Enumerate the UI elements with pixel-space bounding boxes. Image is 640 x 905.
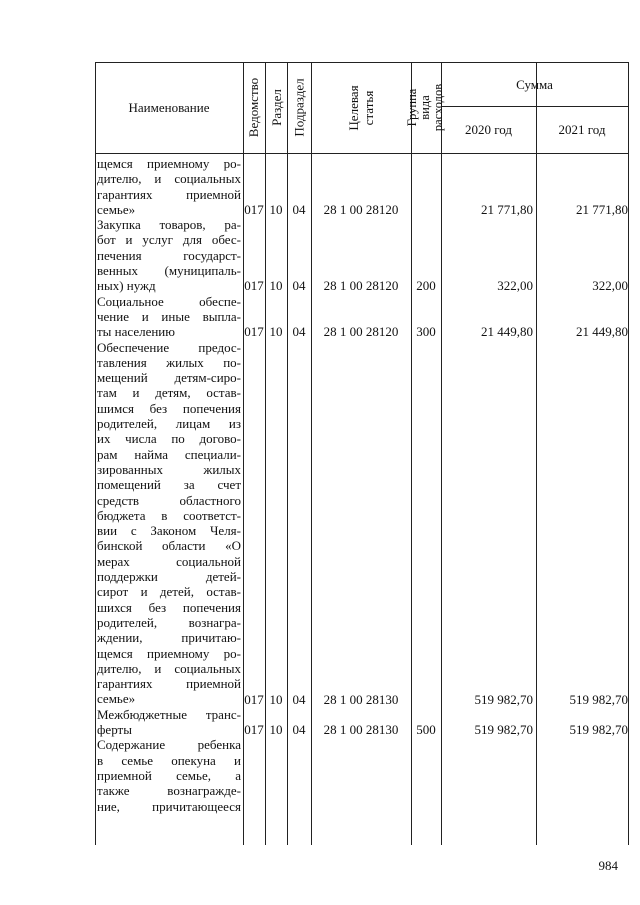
row-name-line: родителей, лицам из <box>97 416 241 432</box>
row-name-line: гарантиях приемной <box>97 676 241 692</box>
row-name-line: печения государст- <box>97 247 241 263</box>
row-name-line: бинской области «О <box>97 538 241 554</box>
grid-line <box>628 62 629 845</box>
row-name-line: тавления жилых по- <box>97 354 241 370</box>
row-name-line: вии с Законом Челя- <box>97 523 241 539</box>
row-name <box>97 340 241 707</box>
header-celevaya-statya <box>311 62 411 153</box>
row-name-line: семье» <box>97 691 136 707</box>
row-name-line: рам найма специали- <box>97 446 241 462</box>
header-year-2020 <box>441 106 536 153</box>
cell-sum-2021: 519 982,70 <box>569 722 628 738</box>
header-razdel <box>265 62 287 153</box>
header-name-label: Наименование <box>128 100 210 115</box>
header-summa <box>441 62 628 106</box>
cell-gruppa: 300 <box>416 324 436 340</box>
cell-vedomstvo: 017 <box>244 278 264 294</box>
row-name-line: дителю, и социальных <box>97 171 241 187</box>
header-year-2021 <box>536 106 628 153</box>
row-name-line: дителю, и социальных <box>97 660 241 676</box>
row-name-line: бот и услуг для обес- <box>97 232 241 248</box>
header-podrazdel-label: Подраздел <box>291 78 307 137</box>
cell-razdel: 10 <box>269 278 283 294</box>
cell-sum-2021: 21 449,80 <box>576 324 628 340</box>
row-name-line: средств областного <box>97 492 241 508</box>
row-name-line: поддержки детей- <box>97 569 241 585</box>
cell-sum-2020: 519 982,70 <box>474 691 533 707</box>
cell-celevaya-statya: 28 1 00 28120 <box>323 324 399 340</box>
row-name-line: бюджета в соответст- <box>97 507 241 523</box>
row-name-line: Обеспечение предос- <box>97 339 241 355</box>
row-name <box>97 156 241 217</box>
row-name <box>97 217 241 293</box>
header-year-2021-label: 2021 год <box>558 122 606 137</box>
row-name-line: также вознагражде- <box>97 783 241 799</box>
row-name <box>97 707 241 738</box>
cell-celevaya-statya: 28 1 00 28130 <box>323 722 399 738</box>
row-name-line: Межбюджетные транс- <box>97 706 241 722</box>
grid-line <box>95 62 96 845</box>
grid-line <box>95 153 628 154</box>
row-name-line: там и детям, остав- <box>97 385 241 401</box>
header-vedomstvo <box>243 62 265 153</box>
cell-podrazdel: 04 <box>292 722 306 738</box>
cell-podrazdel: 04 <box>292 278 306 294</box>
row-name-line: гарантиях приемной <box>97 186 241 202</box>
header-year-2020-label: 2020 год <box>465 122 512 137</box>
cell-celevaya-statya: 28 1 00 28120 <box>323 278 399 294</box>
cell-sum-2020: 21 771,80 <box>481 201 533 217</box>
header-summa-label: Сумма <box>516 76 553 92</box>
page-number: 984 <box>598 858 618 873</box>
row-name-line: сирот и детей, остав- <box>97 584 241 600</box>
row-name-line: ждении, причитаю- <box>97 630 241 646</box>
row-name-line: мерах социальной <box>97 553 241 569</box>
cell-sum-2020: 322,00 <box>497 278 533 294</box>
cell-sum-2020: 519 982,70 <box>474 722 533 738</box>
row-name-line: ных) нужд <box>97 278 156 294</box>
budget-table <box>95 62 628 845</box>
cell-podrazdel: 04 <box>292 324 306 340</box>
cell-podrazdel: 04 <box>292 201 306 217</box>
cell-razdel: 10 <box>269 722 283 738</box>
row-name-line: щемся приемному ро- <box>97 156 241 171</box>
row-name-line: зированных жилых <box>97 461 241 477</box>
header-celevaya-statya-label: Целевая статья <box>346 84 376 131</box>
cell-gruppa: 200 <box>416 278 436 294</box>
row-name-line: их числа по догово- <box>97 431 241 447</box>
row-name-line: Содержание ребенка <box>97 737 241 753</box>
row-name <box>97 294 241 340</box>
row-name-line: ние, причитающееся <box>97 798 241 814</box>
row-name-line: ферты <box>97 722 132 738</box>
row-name-line: в семье опекуна и <box>97 752 241 768</box>
header-name <box>95 62 243 153</box>
cell-sum-2021: 519 982,70 <box>569 691 628 707</box>
cell-sum-2021: 322,00 <box>592 278 628 294</box>
cell-sum-2021: 21 771,80 <box>576 201 628 217</box>
cell-podrazdel: 04 <box>292 691 306 707</box>
header-gruppa-label: Группа вида расходов <box>405 83 446 132</box>
cell-celevaya-statya: 28 1 00 28120 <box>323 201 399 217</box>
cell-gruppa: 500 <box>416 722 436 738</box>
header-razdel-label: Раздел <box>268 89 284 126</box>
row-name-line: Социальное обеспе- <box>97 293 241 309</box>
row-name-line: семье» <box>97 201 136 217</box>
row-name-line: ты населению <box>97 324 175 340</box>
cell-razdel: 10 <box>269 324 283 340</box>
row-name-line: мещений детям-сиро- <box>97 370 241 386</box>
header-podrazdel <box>287 62 311 153</box>
row-name-line: Закупка товаров, ра- <box>97 217 241 233</box>
row-name-line: родителей, вознагра- <box>97 614 241 630</box>
row-name-line: шихся без попечения <box>97 599 241 615</box>
cell-vedomstvo: 017 <box>244 691 264 707</box>
cell-vedomstvo: 017 <box>244 201 264 217</box>
row-name-line: помещений за счет <box>97 477 241 493</box>
cell-razdel: 10 <box>269 201 283 217</box>
row-name-line: венных (муниципаль- <box>97 263 241 279</box>
cell-sum-2020: 21 449,80 <box>481 324 533 340</box>
row-name <box>97 737 241 813</box>
cell-razdel: 10 <box>269 691 283 707</box>
row-name-line: щемся приемному ро- <box>97 645 241 661</box>
header-vedomstvo-label: Ведомство <box>246 77 262 138</box>
header-gruppa-vida-rashodov <box>405 62 446 153</box>
row-name-line: шимся без попечения <box>97 400 241 416</box>
cell-vedomstvo: 017 <box>244 324 264 340</box>
row-name-line: чение и иные выпла- <box>97 308 241 324</box>
row-name-line: приемной семье, а <box>97 767 241 783</box>
cell-vedomstvo: 017 <box>244 722 264 738</box>
cell-celevaya-statya: 28 1 00 28130 <box>323 691 399 707</box>
